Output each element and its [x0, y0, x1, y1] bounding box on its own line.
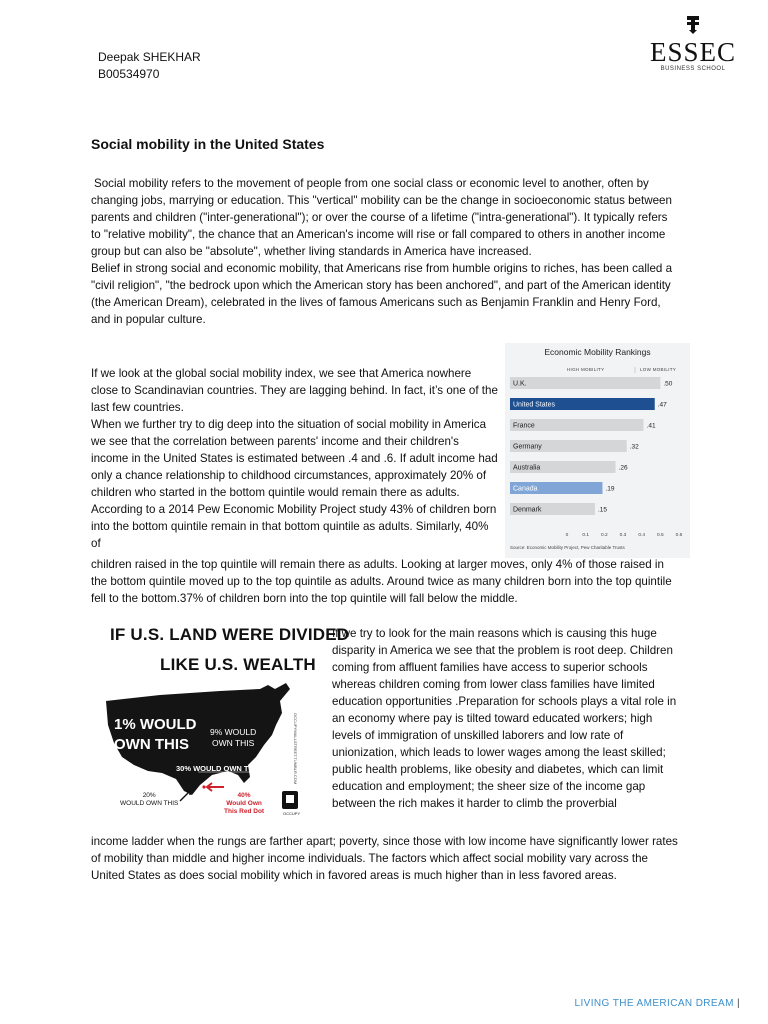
bar-value-2: .41 [646, 422, 656, 430]
legend-low-mobility: LOW MOBILITY [640, 367, 677, 372]
author-name: Deepak SHEKHAR [98, 50, 201, 64]
x-tick-4: 0.4 [638, 533, 646, 538]
bar-label-1: United States [513, 401, 556, 409]
bar-value-6: .15 [598, 506, 608, 514]
paragraph-global-index: If we look at the global social mobility index, we see that America nowhere close to Scandinavian countries. They are lagging behind. In fact, it’s one of the last few countries. [91, 367, 498, 414]
wealth-map-figure [100, 625, 350, 835]
red-dot-icon [202, 785, 205, 788]
label-1pct: 1% WOULD OWN THIS [114, 716, 197, 753]
chart-plot [505, 343, 690, 558]
legend-high-mobility: HIGH MOBILITY [567, 367, 605, 372]
bar-label-6: Denmark [513, 506, 542, 514]
bar-value-0: .50 [663, 380, 673, 388]
bar-value-1: .47 [657, 401, 667, 409]
crest-icon [686, 16, 700, 34]
bar-label-5: Canada [513, 485, 538, 493]
arrow-20pct-icon [180, 791, 190, 801]
occupy-label: OCCUPY [283, 811, 301, 816]
essec-logo [650, 16, 736, 72]
footer-separator: | [737, 998, 740, 1009]
paragraph-correlation: When we further try to dig deep into the situation of social mobility in America we see that the correlation between parents' income and their children's income in the United States is estimated between .4 and .6. If adult income had only a chance relationship to childhood circumstances, approximately 20% of children who started in the bottom quintile would remain there as adults. According to a 2014 Pew Economic Mobility Project study 43% of children born into the bottom quintile remain in that bottom quintile as adults. Similarly, 40% of [91, 418, 498, 550]
paragraph-definition: Social mobility refers to the movement of people from one social class or economic level to another, often by changing jobs, marrying or education. This "vertical" mobility can be the change in socioeconomic status between parents and children ("inter-generational"); or over the course of a lifetime ("intra-generational"). It typically refers to "relative mobility", the chance that an American's income will rise or fall compared to others in another income group but can also be "absolute", whether living standards in America have increased. [91, 177, 672, 258]
bar-label-3: Germany [513, 443, 542, 451]
bar-label-4: Australia [513, 464, 541, 472]
paragraph-reasons-continued: income ladder when the rungs are farther apart; poverty, since those with low income have significantly lower rates of mobility than middle and higher income individuals. The factors which affect social mobility vary across the United States as does social mobility which in favored areas is much higher than in less favored areas. [91, 835, 678, 882]
raised-fist-icon [282, 791, 298, 809]
label-9pct: 9% WOULD OWN THIS [210, 727, 257, 748]
bar-label-2: France [513, 422, 535, 430]
chart-title: Economic Mobility Rankings [544, 347, 651, 357]
student-id: B00534970 [98, 67, 160, 81]
label-40pct: 40% Would Own This Red Dot [224, 792, 265, 815]
paragraph-belief: Belief in strong social and economic mobility, that Americans rise from humble origins to riches, has been called a "civil religion", "the bedrock upon which the American story has been anchored", and part of the American identity (the American Dream), celebrated in the lives of famous Americans such as Benjamin Franklin and Henry Ford, and in popular culture. [91, 262, 673, 326]
bar-value-3: .32 [629, 443, 639, 451]
map-side-credit: OCCUPYWALLSTREET.TUMBLR.COM [293, 713, 298, 785]
footer-text: LIVING THE AMERICAN DREAM [574, 998, 734, 1009]
logo-subtext: BUSINESS SCHOOL [660, 66, 726, 72]
label-30pct: 30% WOULD OWN THIS [176, 764, 262, 773]
paragraph-quintile-continued: children raised in the top quintile will remain there as adults. Looking at larger moves, only 4% of those raised in the bottom quintile moved up to the top quintile as adults. Around twice as many children born into the top quintile fell to the bottom.37% of children born into the top quintile will fall below the middle. [91, 558, 672, 605]
economic-mobility-chart [505, 343, 690, 558]
x-tick-1: 0.1 [582, 533, 590, 538]
x-tick-0: 0 [565, 533, 569, 538]
bar-u-k- [510, 377, 660, 389]
bar-value-5: .19 [605, 485, 615, 493]
bar-value-4: .26 [618, 464, 628, 472]
document-title: Social mobility in the United States [91, 136, 325, 152]
paragraph-reasons: If we try to look for the main reasons which is causing this huge disparity in America we see that the problem is root deep. Children coming from affluent families have access to superior schools whereas children coming from lower class families have limited education opportunities .Preparation for schools plays a vital role in an economy where pay is tilted toward educated workers; high levels of immigration of unskilled laborers and low rate of unionization, which leads to lower wages among the least skilled; public health problems, like obesity and diabetes, which can limit education and employment; the sheer size of the income gap between the rich makes it harder to climb the proverbial [332, 627, 677, 810]
bar-label-0: U.K. [513, 380, 527, 388]
map-headline-1: IF U.S. LAND WERE DIVIDED [110, 625, 350, 644]
label-20pct: 20% WOULD OWN THIS [120, 792, 179, 807]
map-headline-2: LIKE U.S. WEALTH [160, 655, 316, 674]
x-tick-6: 0.6 [675, 533, 683, 538]
x-tick-5: 0.5 [656, 533, 664, 538]
logo-wordmark: ESSEC [650, 37, 737, 67]
chart-source: Source: Economic Mobility Project, Pew Charitable Trusts [510, 545, 625, 550]
x-tick-3: 0.3 [619, 533, 627, 538]
page-footer [575, 998, 740, 1009]
left-column-text [91, 365, 498, 552]
author-block [98, 49, 201, 83]
intro-paragraphs [91, 175, 676, 328]
x-tick-2: 0.2 [600, 533, 608, 538]
